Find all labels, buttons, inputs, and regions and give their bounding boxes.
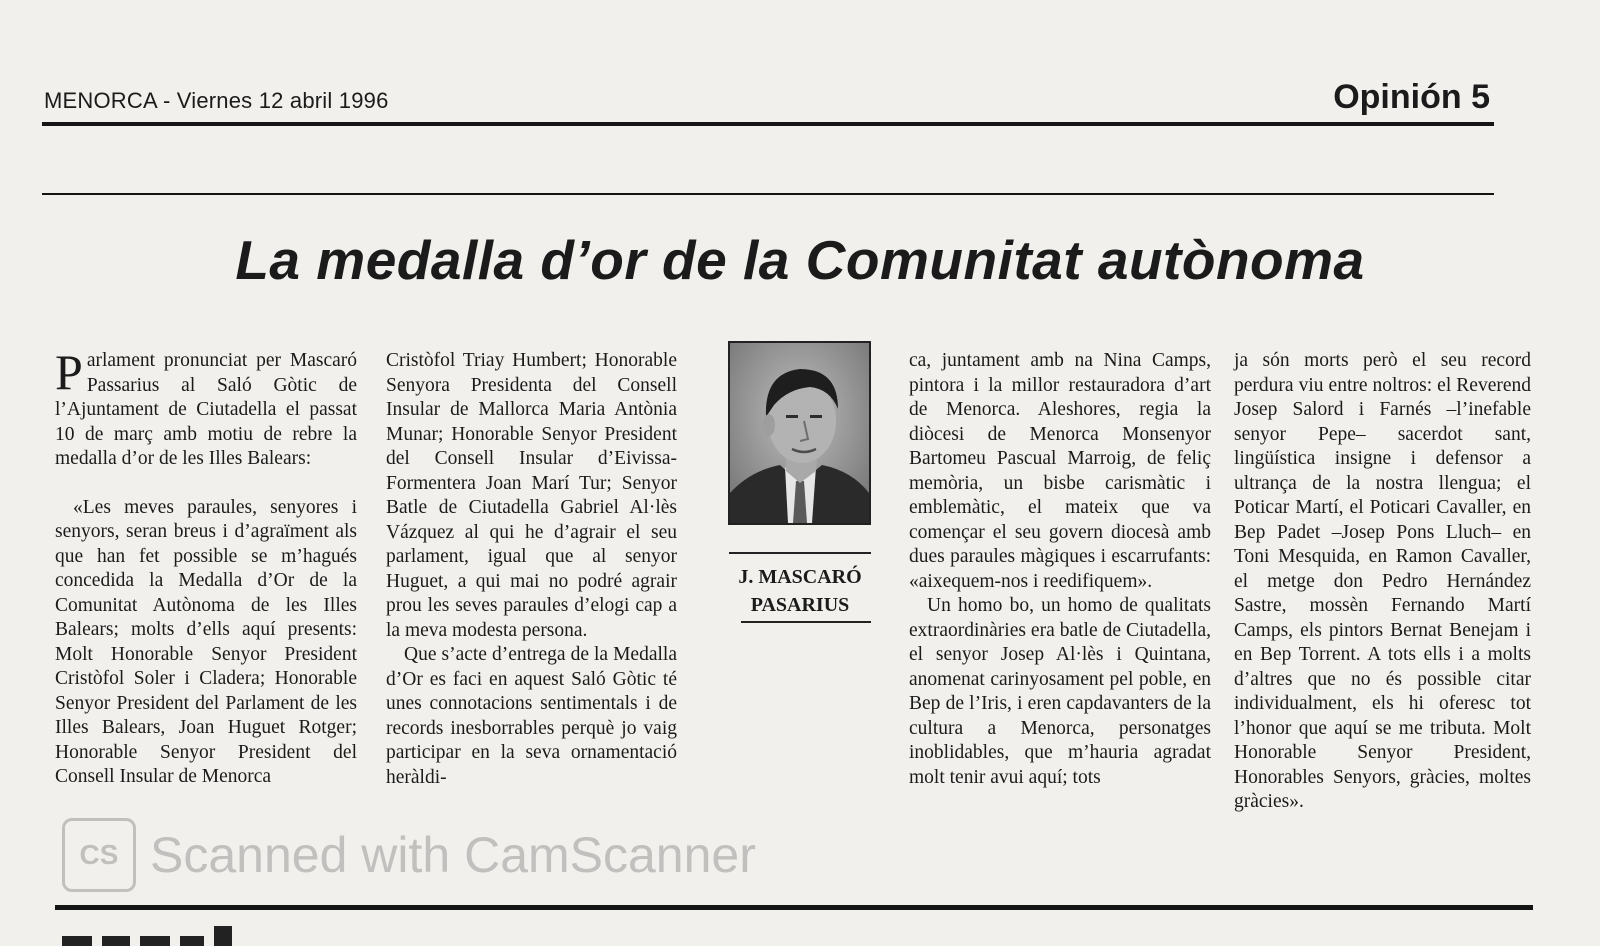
byline-top-rule xyxy=(729,552,871,554)
article-top-rule xyxy=(42,193,1494,195)
article-column-1 xyxy=(55,344,357,790)
paragraph xyxy=(55,344,357,472)
paragraph: Un homo bo, un homo de qualitats extraordinàries era batle de Ciutadella, el senyor Josep Al·lès i Quintana, anomenat carinyosament pel poble, en Bep de l’Iris, i eren capdavanters de la cultura a Menorca, personatges inoblidables, que m’hauria agradat molt tenir avui aquí; tots xyxy=(909,595,1211,788)
next-article-cropped-heading xyxy=(58,922,298,946)
article-column-4 xyxy=(1234,349,1531,815)
author-portrait-photo xyxy=(728,341,871,525)
cropped-heading-shapes xyxy=(58,922,298,946)
article-column-3 xyxy=(909,349,1211,790)
paragraph: Que s’acte d’entrega de la Medalla d’Or es faci en aquest Saló Gòtic té unes connotacions sentimentals i de records inesborrables perquè jo vaig participar en la seva ornamentació heràldi- xyxy=(386,644,677,788)
publication-date-header: MENORCA - Viernes 12 abril 1996 xyxy=(44,88,389,113)
article-column-2 xyxy=(386,349,677,790)
watermark-text: Scanned with CamScanner xyxy=(150,827,756,883)
paragraph: ja són morts però el seu record perdura viu entre noltros: el Reverend Josep Salord i Farnés –l’inefable senyor Pepe– sacerdot sant, lingüística insigne i defensor a ultrança de la nostra llengua; el Poticar Martí, el Poticari Cavaller, en Bep Padet –Josep Pons Lluch– en Toni Mesquida, en Ramon Cavaller, el metge don Pedro Hernández Sastre, mossèn Fernando Martí Camps, els pintors Bernat Benejam i en Bep Torrent. A tots ells i a molts d’altres que no és possible citar individualment, els hi oferesc tot l’honor que aquí se me tributa. Molt Honorable Senyor President, Honorables Senyors, gràcies, moltes gràcies». xyxy=(1234,350,1531,812)
article-bottom-rule xyxy=(55,905,1533,910)
paragraph: «Les meves paraules, senyores i senyors, seran breus i d’agraïment als que han fet possible se m’hagués concedida la Medalla d’Or de la Comunitat Autònoma de les Illes Balears; molts d’ells aquí presents: Molt Honorable Senyor President Cristòfol Soler i Cladera; Honorable Senyor President del Parlament de les Illes Balears, Joan Huguet Rotger; Honorable Senyor President del Consell Insular de Menorca xyxy=(55,496,357,787)
byline-bottom-rule xyxy=(741,621,871,623)
header-rule xyxy=(42,122,1494,126)
scanner-watermark xyxy=(62,818,756,892)
article-headline: La medalla d’or de la Comunitat autònoma xyxy=(235,229,1365,291)
camscanner-logo-icon: CS xyxy=(62,818,136,892)
drop-cap: P xyxy=(55,344,83,400)
section-page-header: Opinión 5 xyxy=(1333,78,1490,116)
paragraph: ca, juntament amb na Nina Camps, pintora i la millor restauradora d’art de Menorca. Aleshores, regia la diòcesi de Menorca Monsenyor Bartomeu Pascual Marroig, de feliç memòria, un bisbe carismàtic i emblemàtic, el mateix que va començar el seu govern diocesà amb dues paraules màgiques i escarrufants: «aixequem-nos i reedifiquem». xyxy=(909,350,1211,592)
author-byline: J. MASCARÓ PASARIUS xyxy=(738,566,862,616)
portrait-image xyxy=(730,343,869,523)
paragraph-text: arlament pronunciat per Mascaró Passarius al Saló Gòtic de l’Ajuntament de Ciutadella el passat 10 de març amb motiu de rebre la medalla d’or de les Illes Balears: xyxy=(55,350,357,469)
paragraph: Cristòfol Triay Humbert; Honorable Senyora Presidenta del Consell Insular de Mallorca Maria Antònia Munar; Honorable Senyor President del Consell Insular d’Eivissa-Formentera Joan Marí Tur; Senyor Batle de Ciutadella Gabriel Al·lès Vázquez al qui he d’agrair el seu parlament, igual que al senyor Huguet, a qui mai no podré agrair prou les seves paraules d’elogi cap a la meva modesta persona. xyxy=(386,350,677,641)
